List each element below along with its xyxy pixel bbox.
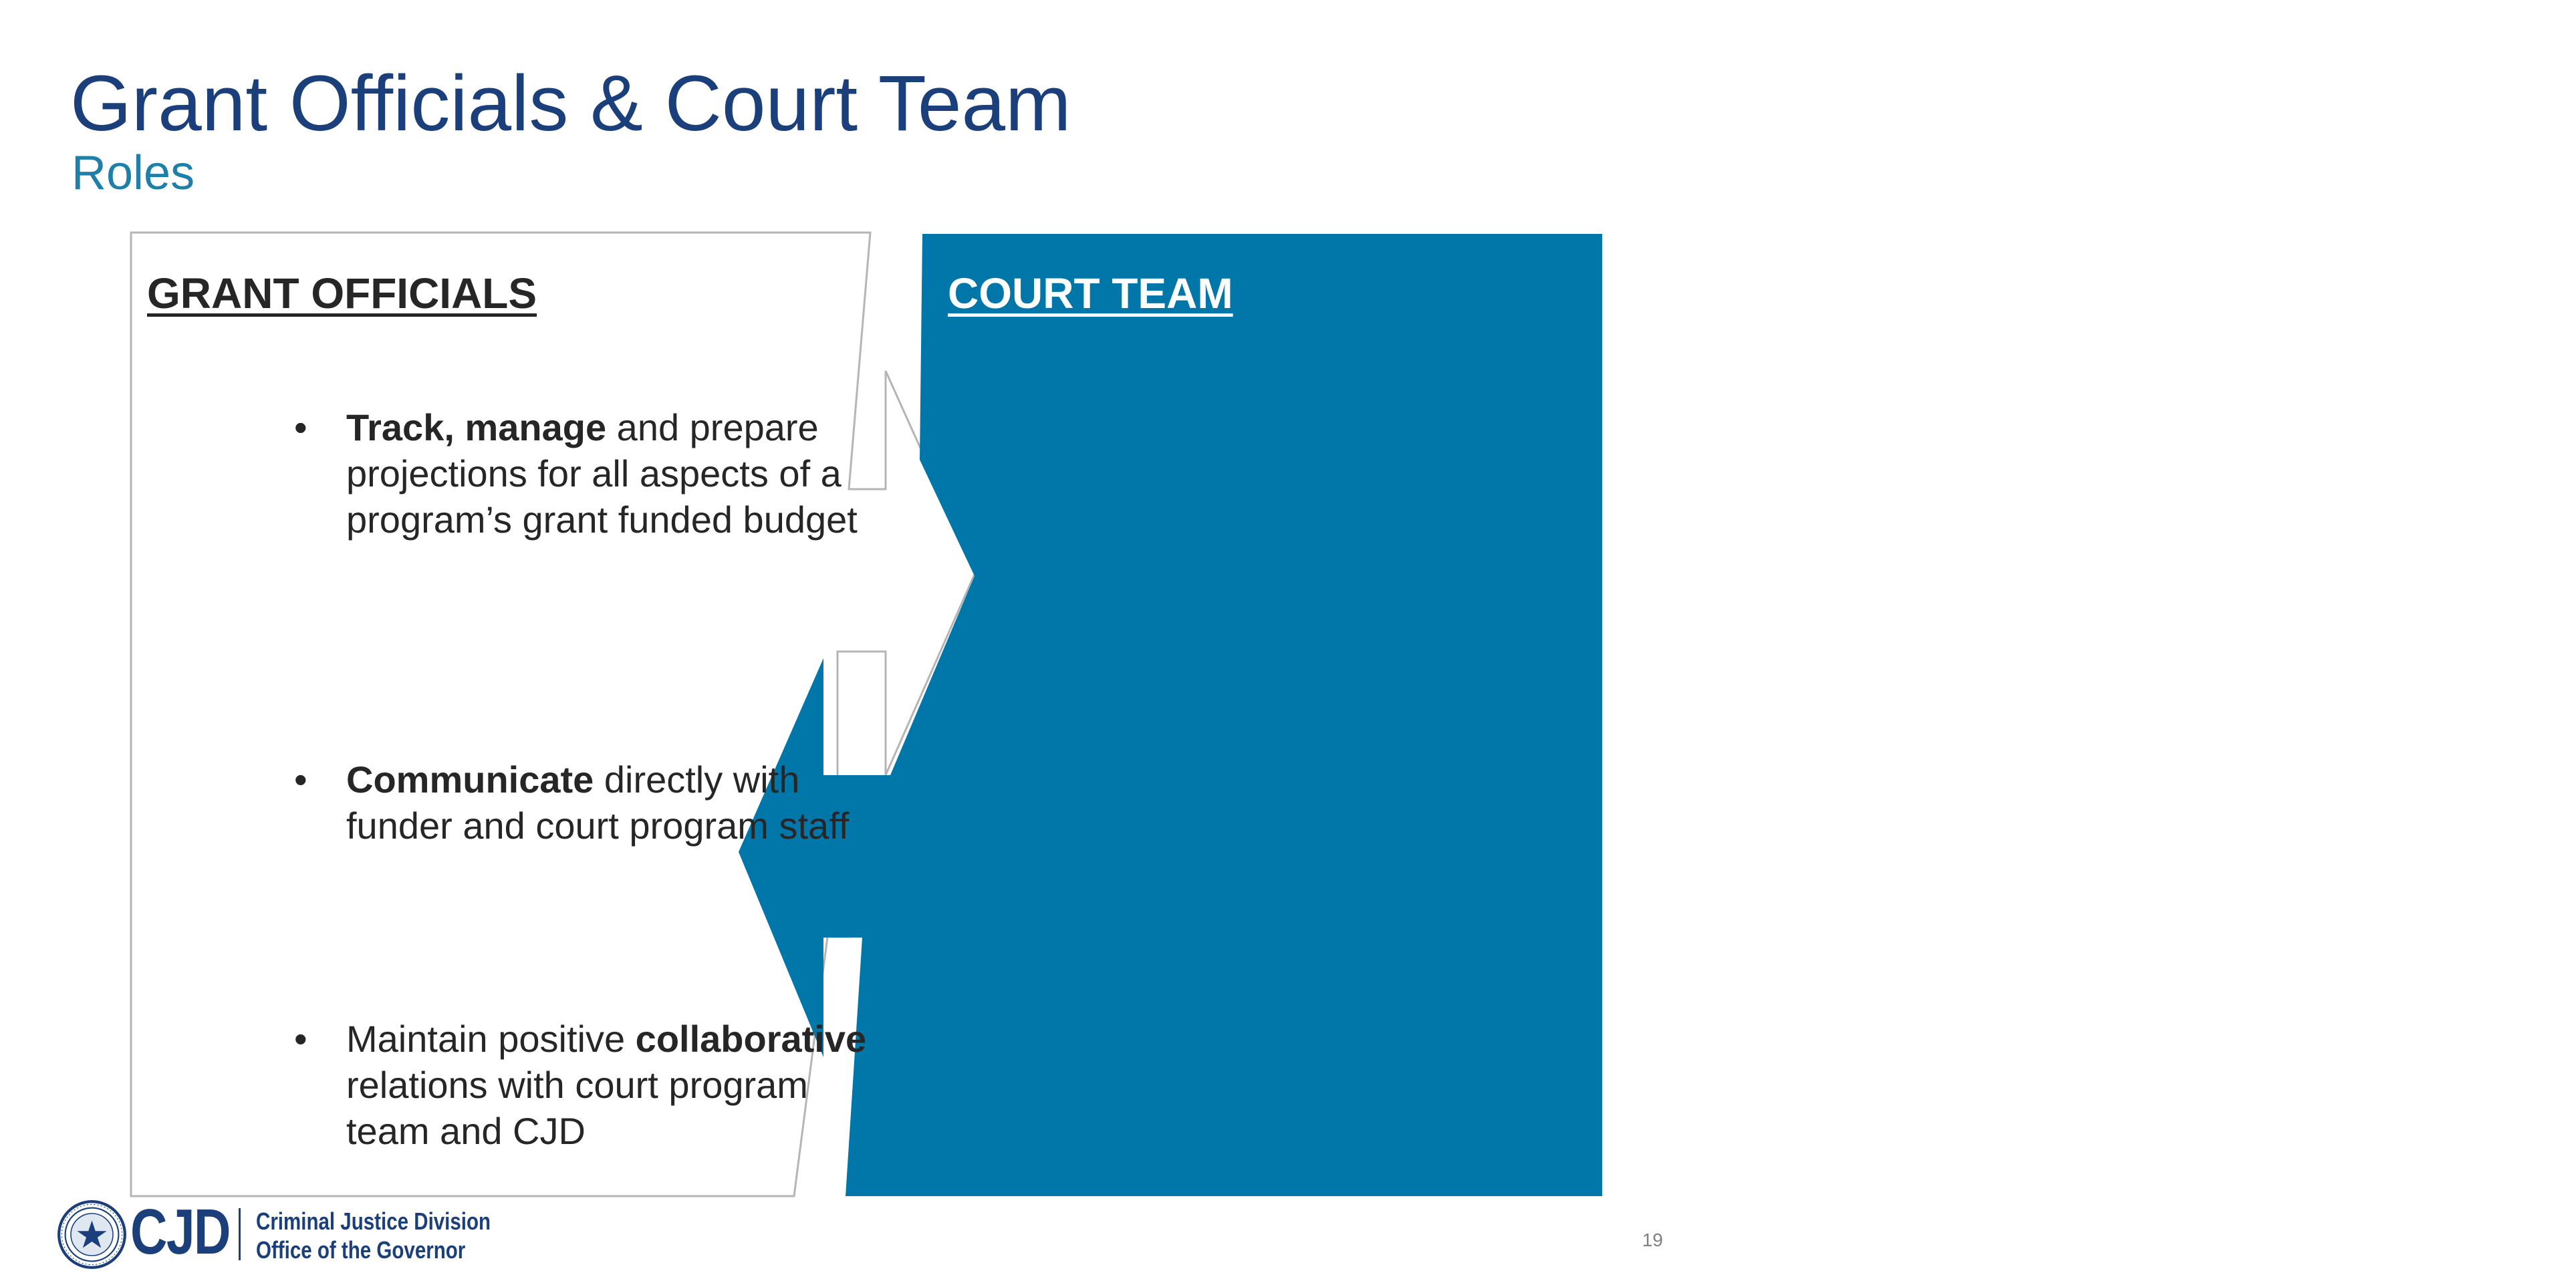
bullet-text: program’s measures and xyxy=(1948,436,2361,478)
bullet-text: program’s grant funded budget xyxy=(346,498,858,541)
grant-bullet-3 xyxy=(294,1016,1015,1154)
court-team-list xyxy=(948,0,2480,1089)
court-bullet-3 xyxy=(1896,999,2576,1091)
bullet-text: successes. xyxy=(1948,482,2133,524)
footer-divider xyxy=(239,1208,241,1260)
bullet-text: projections for all aspects of a xyxy=(346,452,842,494)
bullet-text: Track, manage and assess xyxy=(1948,1001,2396,1043)
division-name: Criminal Justice Division xyxy=(256,1207,491,1235)
bullet-text: directly with xyxy=(594,758,800,801)
court-bullet-2 xyxy=(1896,740,2576,832)
page-subtitle: Roles xyxy=(72,146,195,200)
grant-bullet-2 xyxy=(294,756,1015,849)
bullet-text: team and CJD xyxy=(346,1110,586,1152)
bullet-text: funder and court program staff xyxy=(346,805,850,847)
bullet-bold-text: collaborative xyxy=(635,1018,867,1060)
bullet-text: officials. xyxy=(1948,788,2083,830)
grant-officials-list xyxy=(147,0,868,1152)
court-bullet-1 xyxy=(1896,388,2576,526)
bullet-bold-text: Track, manage xyxy=(346,406,607,448)
grant-officials-heading: GRANT OFFICIALS xyxy=(147,269,537,317)
bullet-bold-text: Communicate xyxy=(346,758,594,801)
bullet-text: program’s needs xyxy=(1948,1047,2226,1089)
grant-bullet-1 xyxy=(294,404,1015,543)
page-title: Grant Officials & Court Team xyxy=(70,59,1071,148)
bullet-text: and prepare xyxy=(606,406,819,448)
bullet-text: Communicate directly with grant xyxy=(1948,742,2480,784)
page-number: 19 xyxy=(1642,1230,1663,1250)
office-name: Office of the Governor xyxy=(256,1236,466,1264)
bullet-text: Maintain positive xyxy=(346,1018,636,1060)
cjd-logo-text: CJD xyxy=(130,1196,230,1268)
texas-state-seal-icon xyxy=(57,1199,127,1270)
bullet-text: relations with court program xyxy=(346,1064,808,1106)
court-team-heading: COURT TEAM xyxy=(948,269,1233,317)
bullet-text: Track, manage and assess xyxy=(1948,390,2396,432)
